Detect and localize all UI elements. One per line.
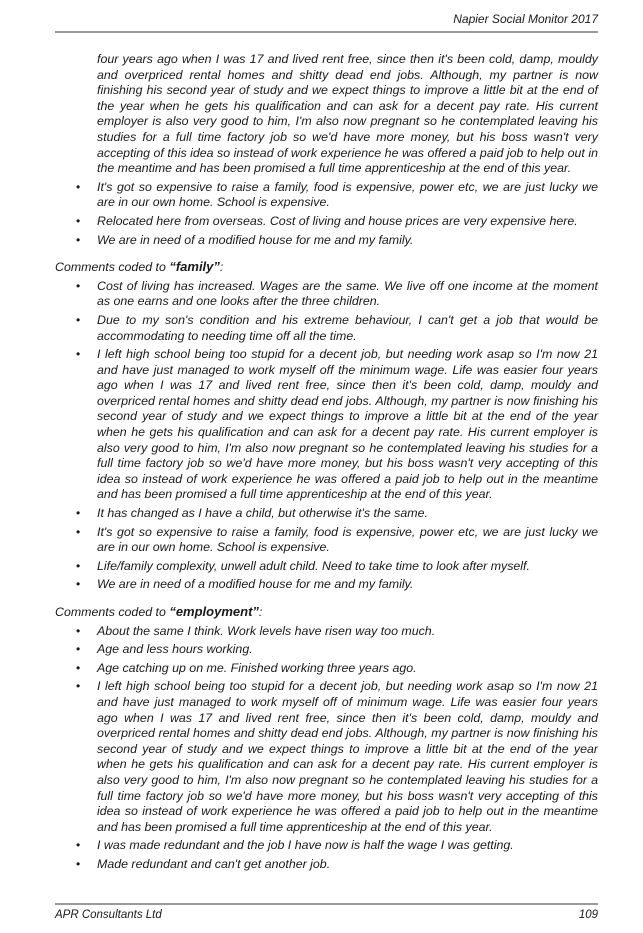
list-item: • Age and less hours working.: [55, 642, 598, 658]
list-item: • It has changed as I have a child, but otherwise it's the same.: [55, 506, 598, 522]
list-item: • Cost of living has increased. Wages are the same. We live off one income at the moment as one earns and one looks after the three children.: [55, 279, 598, 310]
family-comment-list: [55, 279, 598, 593]
heading-suffix: :: [258, 605, 263, 619]
heading-prefix: Comments coded to: [55, 260, 170, 275]
list-item: • Relocated here from overseas. Cost of living and house prices are very expensive here.: [55, 214, 598, 230]
list-item: • Due to my son's condition and his extreme behaviour, I can't get a job that would be accommodating to needing time off all the time.: [55, 313, 598, 344]
list-item: • It's got so expensive to raise a family, food is expensive, power etc, we are just lucky we are in our own home. School is expensive.: [55, 525, 598, 556]
footer-publisher: APR Consultants Ltd: [55, 909, 162, 921]
heading-keyword: “family”: [169, 259, 220, 275]
list-item: • I was made redundant and the job I have now is half the wage I was getting.: [55, 838, 598, 854]
list-item: • I left high school being too stupid for a decent job, but needing work asap so I'm now 21 and have just managed to work myself off the minimum wage. Life was easier four years ago when I was 17 and lived rent free, since then it's been cold, damp, mouldy and overpriced rental homes and shitty dead end jobs. Although, my partner is now finishing his second year of study and we expect things to improve a little bit at the end of the year when he gets his qualification and can ask for a decent pay rate. His current employer is also very good to him, I'm also now pregnant so he contemplated leaving his studies for a full time factory job so we'd have more money, but his boss wasn't very accepting of this idea so instead of work experience he was offered a paid job to help out in the meantime and has been promised a full time apprenticeship at the end of this year.: [55, 347, 598, 503]
heading-suffix: :: [219, 260, 224, 275]
list-item: • Age catching up on me. Finished working three years ago.: [55, 661, 598, 677]
list-item-continuation: four years ago when I was 17 and lived rent free, since then it's been cold, damp, mouldy and overpriced rental homes and shitty dead end jobs. Although, my partner is now finishing his second year of study and we expect things to improve a little bit at the end of the year when he gets his qualification and can ask for a decent pay rate. His current employer is also very good to him, I'm also now pregnant so he contemplated leaving his studies for a full time factory job so we'd have more money, but his boss wasn't very accepting of this idea so instead of work experience he was offered a paid job to help out in the meantime and has been promised a full time apprenticeship at the end of this year.: [97, 52, 598, 176]
list-item: • We are in need of a modified house for me and my family.: [55, 577, 598, 593]
page-header-title: Napier Social Monitor 2017: [453, 12, 598, 26]
employment-comment-list: [55, 624, 598, 873]
heading-prefix: Comments coded to: [55, 605, 170, 619]
heading-keyword: “employment”: [169, 604, 259, 619]
section-heading-employment: [55, 604, 598, 621]
list-item: • We are in need of a modified house for me and my family.: [55, 233, 598, 249]
list-item: • I left high school being too stupid for a decent job, but needing work asap so I'm now 21 and have just managed to work myself off of minimum wage. Life was easier four years ago when I was 17 and lived rent free, since then it's been cold, damp, mouldy and overpriced rental homes and shitty dead end jobs. Although, my partner is now finishing his second year of study and we expect things to improve a little bit at the end of the year when he gets his qualification and can ask for a decent pay rate. His current employer is also very good to him, I'm also now pregnant so he contemplated leaving his studies for a full time factory job so we'd have more money, but his boss wasn't very accepting of this idea so instead of work experience he was offered a paid job to help out in the meantime and has been promised a full time apprenticeship at the end of this year.: [55, 679, 598, 835]
list-item: • About the same I think. Work levels have risen way too much.: [55, 624, 598, 640]
footer-divider: [55, 903, 598, 905]
page-content: [55, 52, 598, 876]
section-heading-family: [55, 259, 598, 276]
page-footer: [55, 908, 598, 922]
list-item: • Made redundant and can't get another job.: [55, 857, 598, 873]
list-item: • It's got so expensive to raise a family, food is expensive, power etc, we are just lucky we are in our own home. School is expensive.: [55, 180, 598, 211]
list-item: • Life/family complexity, unwell adult child. Need to take time to look after myself.: [55, 559, 598, 575]
header-divider: [55, 31, 598, 33]
section0-comment-list: [55, 52, 598, 248]
page-number: 109: [578, 909, 598, 921]
